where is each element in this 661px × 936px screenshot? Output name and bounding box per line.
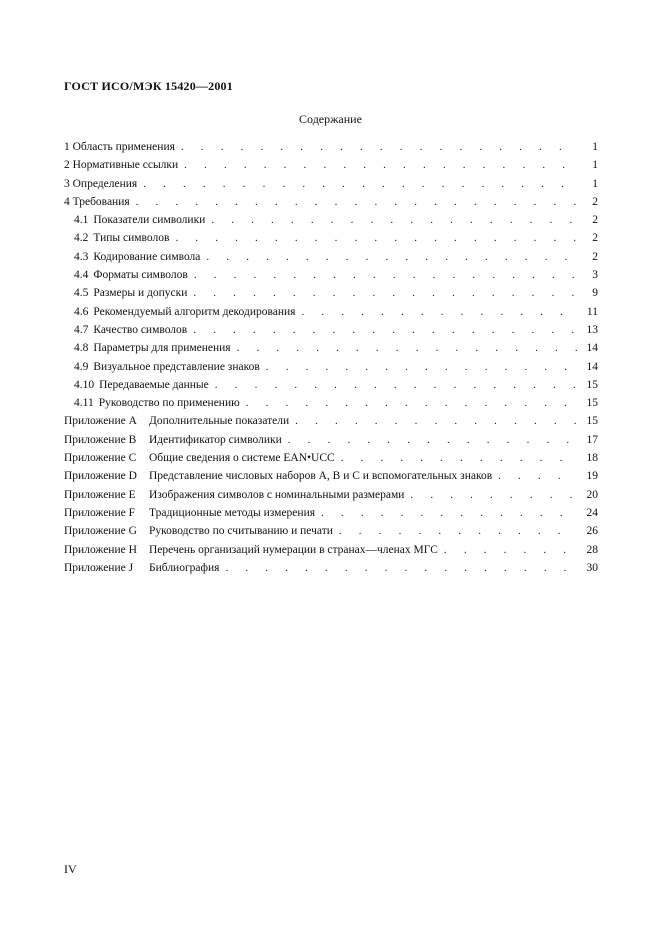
toc-entry-title: Размеры и допуски xyxy=(93,287,188,300)
toc-leader-dots xyxy=(175,229,578,247)
toc-entry-number: 2 xyxy=(64,159,70,172)
toc-entry-number: 4.5 xyxy=(74,287,89,300)
toc-entry[interactable] xyxy=(64,248,598,266)
toc-entry-number: Приложение C xyxy=(64,452,137,465)
toc-entry[interactable] xyxy=(64,358,598,376)
toc-entry-page: 13 xyxy=(586,323,598,336)
toc-entry-number: Приложение G xyxy=(64,525,137,538)
toc-entry-number: 4.11 xyxy=(74,397,94,410)
toc-entry-title: Рекомендуемый алгоритм декодирования xyxy=(93,305,296,318)
toc-entry-title: Типы символов xyxy=(93,232,170,245)
toc-entry-page: 15 xyxy=(586,397,598,410)
toc-entry-number: 4.4 xyxy=(74,269,89,282)
toc-leader-dots xyxy=(193,284,578,302)
toc-entry-title: Дополнительные показатели xyxy=(149,415,290,428)
toc-entry-appendix[interactable] xyxy=(64,412,598,430)
toc-entry-title: Показатели символики xyxy=(93,214,206,227)
toc-leader-dots xyxy=(181,138,578,156)
toc-leader-dots xyxy=(225,559,578,577)
toc-entry-title: Традиционные методы измерения xyxy=(149,506,316,519)
toc-entry-title: Кодирование символа xyxy=(93,250,201,263)
toc-entry-page: 20 xyxy=(586,488,598,501)
toc-entry-number: 4 xyxy=(64,195,70,208)
document-header: ГОСТ ИСО/МЭК 15420—2001 xyxy=(64,79,233,93)
toc-entry[interactable] xyxy=(64,394,598,412)
toc-entry-page: 2 xyxy=(592,214,598,227)
toc-entry-appendix[interactable] xyxy=(64,486,598,504)
toc-entry-title: Нормативные ссылки xyxy=(72,159,179,172)
toc-entry-page: 26 xyxy=(586,525,598,538)
toc-entry-page: 9 xyxy=(592,287,598,300)
toc-entry-title: Изображения символов с номинальными размерами xyxy=(149,488,405,501)
toc-entry-title: Руководство по применению xyxy=(98,397,240,410)
toc-entry-number: Приложение F xyxy=(64,506,135,519)
toc-entry-number: Приложение J xyxy=(64,561,134,574)
toc-entry[interactable] xyxy=(64,229,598,247)
toc-leader-dots xyxy=(246,394,578,412)
toc-entry-number: 4.3 xyxy=(74,250,89,263)
toc-entry-number: 4.10 xyxy=(74,378,95,391)
toc-entry-title: Форматы символов xyxy=(93,269,188,282)
toc-entry-number: 1 xyxy=(64,141,70,153)
toc-entry-page: 11 xyxy=(586,305,598,318)
toc-entry-appendix[interactable] xyxy=(64,467,598,485)
toc-entry-title: Руководство по считыванию и печати xyxy=(149,525,333,538)
toc-entry-page: 15 xyxy=(586,415,598,428)
toc-leader-dots xyxy=(410,486,578,504)
toc-entry-page: 19 xyxy=(586,470,598,483)
toc-entry-number: Приложение H xyxy=(64,543,137,556)
toc-entry-title: Область применения xyxy=(72,141,175,153)
toc-entry-page: 1 xyxy=(592,141,598,153)
toc-entry-page: 14 xyxy=(586,360,598,373)
toc-leader-dots xyxy=(498,467,578,485)
toc-entry[interactable] xyxy=(64,156,598,174)
toc-entry-page: 1 xyxy=(592,177,598,190)
toc-leader-dots xyxy=(339,522,578,540)
toc-entry-number: 4.7 xyxy=(74,323,89,336)
toc-entry-appendix[interactable] xyxy=(64,559,598,577)
toc-entry-number: 4.2 xyxy=(74,232,89,245)
toc-entry-page: 2 xyxy=(592,232,598,245)
toc-entry-appendix[interactable] xyxy=(64,431,598,449)
toc-entry-appendix[interactable] xyxy=(64,522,598,540)
toc-entry[interactable] xyxy=(64,284,598,302)
toc-entry[interactable] xyxy=(64,266,598,284)
toc-entry-number: 3 xyxy=(64,177,70,190)
toc-entry-page: 2 xyxy=(592,195,598,208)
toc-entry-number: 4.8 xyxy=(74,342,89,355)
toc-entry[interactable] xyxy=(64,211,598,229)
toc-entry[interactable] xyxy=(64,138,598,156)
toc-entry-title: Требования xyxy=(72,195,130,208)
toc-entry-page: 17 xyxy=(586,433,598,446)
toc-entry-number: 4.9 xyxy=(74,360,89,373)
toc-entry-title: Качество символов xyxy=(93,323,188,336)
toc-leader-dots xyxy=(295,412,578,430)
toc-leader-dots xyxy=(341,449,578,467)
toc-leader-dots xyxy=(211,211,578,229)
toc-entry-title: Перечень организаций нумерации в странах—членах МГС xyxy=(149,543,438,556)
toc-leader-dots xyxy=(237,339,578,357)
toc-entry-page: 28 xyxy=(586,543,598,556)
toc-entry-number: Приложение A xyxy=(64,415,137,428)
toc-leader-dots xyxy=(215,376,578,394)
toc-entry-title: Библиография xyxy=(149,561,220,574)
toc-leader-dots xyxy=(206,248,578,266)
toc-leader-dots xyxy=(444,541,578,559)
toc-entry-number: Приложение B xyxy=(64,433,137,446)
toc-entry-appendix[interactable] xyxy=(64,504,598,522)
toc-entry-title: Параметры для применения xyxy=(93,342,231,355)
toc-entry-page: 14 xyxy=(586,342,598,355)
toc-entry-title: Визуальное представление знаков xyxy=(93,360,260,373)
toc-entry-page: 15 xyxy=(586,378,598,391)
toc-entry[interactable] xyxy=(64,175,598,193)
toc-leader-dots xyxy=(301,303,578,321)
toc-entry[interactable] xyxy=(64,339,598,357)
toc-leader-dots xyxy=(143,175,578,193)
toc-leader-dots xyxy=(194,266,578,284)
toc-entry[interactable] xyxy=(64,376,598,394)
toc-entry-number: 4.6 xyxy=(74,305,89,318)
table-of-contents xyxy=(64,138,598,577)
toc-entry-appendix[interactable] xyxy=(64,449,598,467)
toc-entry[interactable] xyxy=(64,321,598,339)
toc-entry-page: 30 xyxy=(586,561,598,574)
toc-entry-page: 18 xyxy=(586,452,598,465)
toc-leader-dots xyxy=(288,431,578,449)
toc-entry-appendix[interactable] xyxy=(64,541,598,559)
toc-entry-title: Идентификатор символики xyxy=(149,433,282,446)
toc-leader-dots xyxy=(266,358,578,376)
toc-entry-number: Приложение D xyxy=(64,470,137,483)
toc-entry-number: 4.1 xyxy=(74,214,89,227)
toc-title: Содержание xyxy=(299,112,362,126)
toc-leader-dots xyxy=(184,156,578,174)
toc-entry[interactable] xyxy=(64,303,598,321)
toc-leader-dots xyxy=(321,504,578,522)
toc-leader-dots xyxy=(193,321,578,339)
toc-entry[interactable] xyxy=(64,193,598,211)
toc-entry-page: 2 xyxy=(592,250,598,263)
toc-entry-page: 1 xyxy=(592,159,598,172)
toc-entry-title: Представление числовых наборов A, B и C и вспомогательных знаков xyxy=(149,470,493,483)
toc-entry-title: Определения xyxy=(72,177,138,190)
toc-entry-page: 24 xyxy=(586,506,598,519)
toc-entry-title: Общие сведения о системе EAN•UCC xyxy=(149,452,335,465)
toc-leader-dots xyxy=(136,193,578,211)
page-number: IV xyxy=(64,862,77,876)
toc-entry-page: 3 xyxy=(592,269,598,282)
toc-entry-title: Передаваемые данные xyxy=(99,378,209,391)
toc-entry-number: Приложение E xyxy=(64,488,136,501)
